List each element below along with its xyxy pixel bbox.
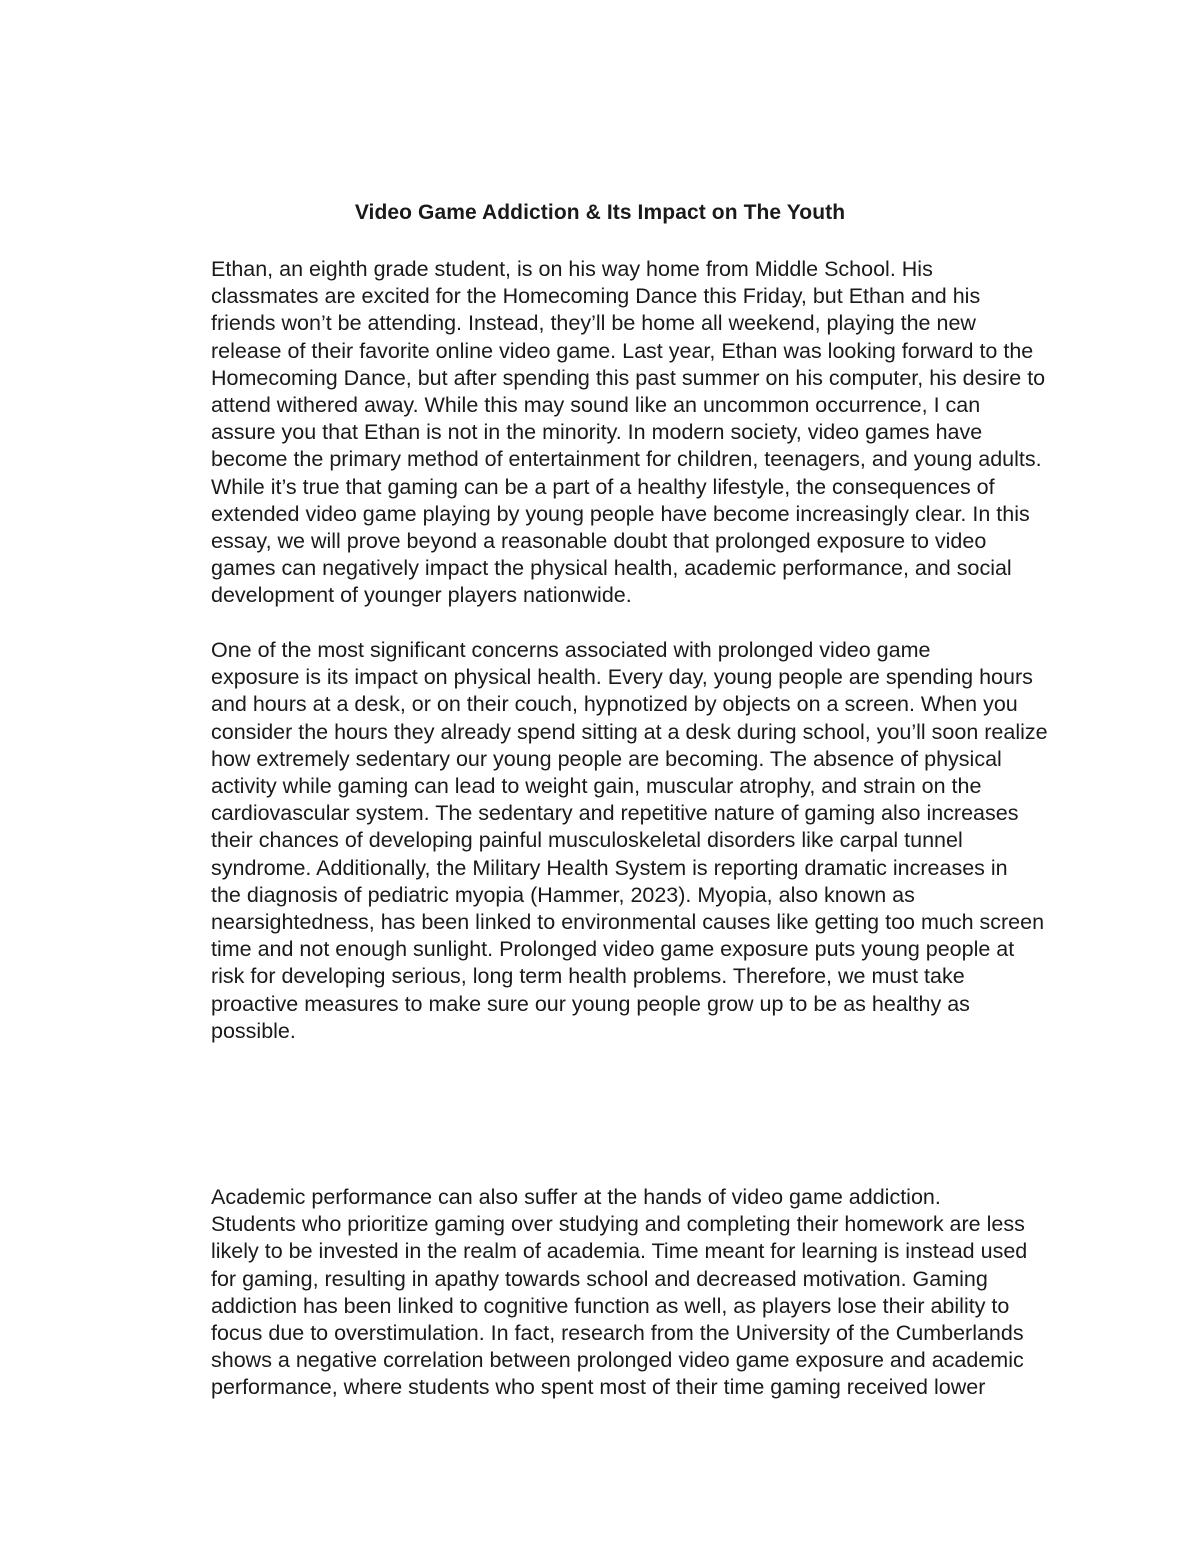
paragraph-line: Homecoming Dance, but after spending this past summer on his computer, his desire to	[211, 365, 1046, 390]
paragraph-line: Students who prioritize gaming over studying and completing their homework are less	[211, 1212, 1025, 1237]
paragraph-line: consider the hours they already spend sitting at a desk during school, you’ll soon realize	[211, 719, 1048, 744]
paragraph-line: their chances of developing painful musculoskeletal disorders like carpal tunnel	[211, 828, 963, 853]
paragraph-line: become the primary method of entertainment for children, teenagers, and young adults.	[211, 447, 1042, 472]
paragraph-line: Ethan, an eighth grade student, is on his way home from Middle School. His	[211, 257, 933, 281]
paragraph-line: release of their favorite online video game. Last year, Ethan was looking forward to the	[211, 338, 1034, 363]
paragraph-line: One of the most significant concerns associated with prolonged video game	[211, 638, 931, 662]
paragraph-line: games can negatively impact the physical health, academic performance, and social	[211, 556, 1012, 581]
paragraph-line: risk for developing serious, long term health problems. Therefore, we must take	[211, 964, 965, 989]
paragraph-line: performance, where students who spent most of their time gaming received lower	[211, 1375, 986, 1400]
paragraph-line: attend withered away. While this may sound like an uncommon occurrence, I can	[211, 393, 981, 418]
paragraph-line: While it’s true that gaming can be a part of a healthy lifestyle, the consequences of	[211, 474, 995, 499]
paragraph-line: syndrome. Additionally, the Military Health System is reporting dramatic increases in	[211, 855, 1008, 880]
paragraph-line: assure you that Ethan is not in the minority. In modern society, video games have	[211, 420, 983, 445]
paragraph-line: time and not enough sunlight. Prolonged video game exposure puts young people at	[211, 937, 1015, 962]
paragraph-line: and hours at a desk, or on their couch, hypnotized by objects on a screen. When you	[211, 692, 1018, 717]
paragraph-introduction	[141, 256, 1071, 610]
paragraph-line: for gaming, resulting in apathy towards school and decreased motivation. Gaming	[211, 1266, 988, 1291]
paragraph-line: nearsightedness, has been linked to environmental causes like getting too much screen	[211, 910, 1045, 935]
paragraph-physical-health	[141, 637, 1071, 1045]
paragraph-line: focus due to overstimulation. In fact, research from the University of the Cumberlands	[211, 1321, 1024, 1346]
paragraph-line: cardiovascular system. The sedentary and repetitive nature of gaming also increases	[211, 801, 1019, 826]
paragraph-line: development of younger players nationwide.	[211, 583, 632, 608]
paragraph-line: friends won’t be attending. Instead, they’ll be home all weekend, playing the new	[211, 311, 976, 336]
paragraph-line: addiction has been linked to cognitive function as well, as players lose their ability to	[211, 1293, 1010, 1318]
paragraph-line: extended video game playing by young people have become increasingly clear. In this	[211, 501, 1030, 526]
paragraph-line: classmates are excited for the Homecoming Dance this Friday, but Ethan and his	[211, 284, 981, 309]
paragraph-line: possible.	[211, 1018, 296, 1043]
document-title: Video Game Addiction & Its Impact on The Youth	[354, 201, 846, 224]
paragraph-line: Academic performance can also suffer at the hands of video game addiction.	[211, 1185, 941, 1209]
paragraph-line: exposure is its impact on physical health. Every day, young people are spending hours	[211, 665, 1033, 690]
paragraph-line: proactive measures to make sure our young people grow up to be as healthy as	[211, 991, 970, 1016]
paragraph-line: likely to be invested in the realm of academia. Time meant for learning is instead used	[211, 1239, 1028, 1264]
paragraph-line: activity while gaming can lead to weight gain, muscular atrophy, and strain on the	[211, 774, 982, 799]
paragraph-line: the diagnosis of pediatric myopia (Hammer, 2023). Myopia, also known as	[211, 882, 915, 907]
paragraph-line: shows a negative correlation between prolonged video game exposure and academic	[211, 1348, 1024, 1373]
paragraph-line: how extremely sedentary our young people are becoming. The absence of physical	[211, 746, 1002, 771]
paragraph-academic-performance	[141, 1184, 1071, 1402]
paragraph-line: essay, we will prove beyond a reasonable doubt that prolonged exposure to video	[211, 529, 987, 554]
